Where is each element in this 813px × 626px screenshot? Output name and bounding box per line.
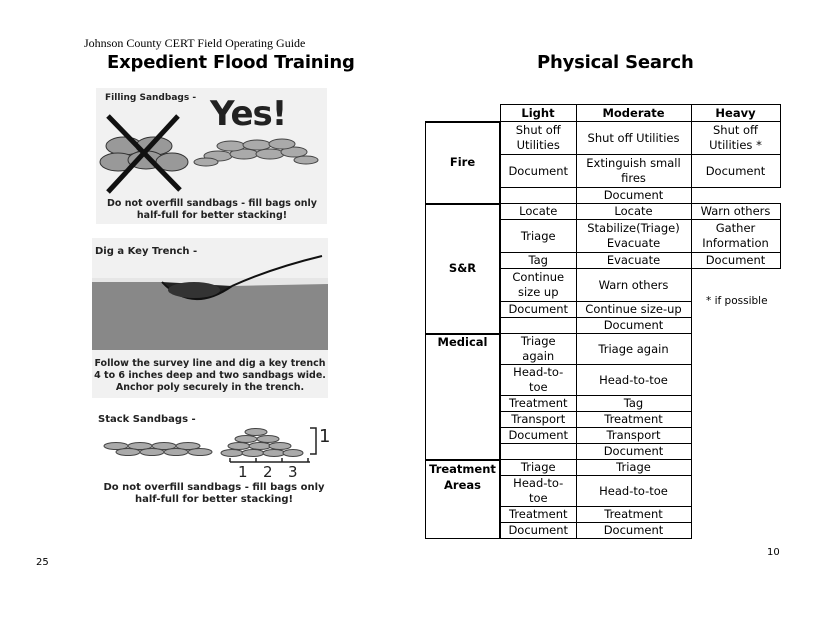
page-number-left: 25 <box>36 557 49 568</box>
guide-title: Johnson County CERT Field Operating Guide <box>84 36 306 50</box>
table-cell: Triage <box>576 460 691 476</box>
table-cell: Continue size up <box>500 269 576 302</box>
table-cell: Transport <box>500 412 576 428</box>
filling-label: Filling Sandbags - <box>105 93 197 103</box>
left-heading: Expedient Flood Training <box>107 52 355 73</box>
table-cell: Extinguish small fires <box>576 155 691 188</box>
page-number-right: 10 <box>767 547 780 558</box>
row-header-treatment-areas <box>426 460 501 539</box>
table-cell: Locate <box>576 204 691 220</box>
table-cell: Document <box>691 253 780 269</box>
table-cell: Shut off Utilities * <box>691 122 780 155</box>
header-row <box>426 105 781 122</box>
table-cell: Head-to-toe <box>576 365 691 396</box>
filling-caption-2: half-full for better stacking! <box>136 210 288 221</box>
table-row <box>426 122 781 155</box>
ruler-label-3: 3 <box>288 463 298 481</box>
stack-caption-2: half-full for better stacking! <box>134 494 294 505</box>
trench-caption-1: Follow the survey line and dig a key trench <box>94 358 326 369</box>
table-cell: Document <box>576 188 691 204</box>
table-cell: Treatment <box>576 507 691 523</box>
table-row <box>426 334 781 365</box>
col-header-heavy: Heavy <box>691 105 780 122</box>
table-cell: Warn others <box>691 204 780 220</box>
table-cell <box>500 188 576 204</box>
table-cell: Triage again <box>576 334 691 365</box>
table-cell: Document <box>500 523 576 539</box>
table-cell: Locate <box>500 204 576 220</box>
table-cell: Shut off Utilities <box>576 122 691 155</box>
table-cell: Treatment <box>576 412 691 428</box>
table-cell: Tag <box>500 253 576 269</box>
col-header-moderate: Moderate <box>576 105 691 122</box>
table-cell: Warn others <box>576 269 691 302</box>
table-cell: Document <box>576 523 691 539</box>
treatment-label-line-2: Areas <box>444 477 481 492</box>
col-header-light: Light <box>500 105 576 122</box>
table-cell: Document <box>691 155 780 188</box>
stack-label: Stack Sandbags - <box>98 414 196 425</box>
table-cell: Head-to-toe <box>576 476 691 507</box>
bracket-number: 1 <box>319 426 331 447</box>
row-header-sr: S&R <box>426 204 501 334</box>
row-header-fire: Fire <box>426 122 501 204</box>
table-cell: Head-to-toe <box>500 476 576 507</box>
table-cell: Document <box>500 155 576 188</box>
table-cell: Head-to-toe <box>500 365 576 396</box>
trench-caption-3: Anchor poly securely in the trench. <box>115 382 305 393</box>
table-row <box>426 460 781 476</box>
trench-caption-2: 4 to 6 inches deep and two sandbags wide. <box>94 370 326 381</box>
table-cell: Stabilize(Triage) Evacuate <box>576 220 691 253</box>
table-cell: Transport <box>576 428 691 444</box>
trench-label: Dig a Key Trench - <box>95 246 198 257</box>
filling-caption-1: Do not overfill sandbags - fill bags only <box>107 198 317 209</box>
table-cell: Triage <box>500 220 576 253</box>
table-cell: Continue size-up <box>576 302 691 318</box>
table-cell: Treatment <box>500 396 576 412</box>
table-cell: Triage again <box>500 334 576 365</box>
key-trench-illustration <box>92 238 328 398</box>
stack-caption-1: Do not overfill sandbags - fill bags only <box>103 482 325 493</box>
table-cell: Tag <box>576 396 691 412</box>
treatment-label-line-1: Treatment <box>429 461 496 476</box>
row-header-medical: Medical <box>426 334 501 460</box>
table-cell: Document <box>576 444 691 460</box>
table-cell <box>500 318 576 334</box>
table-cell: Document <box>576 318 691 334</box>
yes-text: Yes! <box>210 94 287 134</box>
table-cell: Document <box>500 428 576 444</box>
stack-sandbags-illustration <box>96 410 336 510</box>
table-cell: Triage <box>500 460 576 476</box>
table-cell: Document <box>500 302 576 318</box>
filling-sandbags-illustration <box>96 88 327 224</box>
table-cell: Gather Information <box>691 220 780 253</box>
right-heading: Physical Search <box>537 52 694 73</box>
table-cell <box>500 444 576 460</box>
table-row <box>426 204 781 220</box>
ruler-label-1: 1 <box>238 463 248 481</box>
ruler-label-2: 2 <box>263 463 273 481</box>
table-cell: Shut off Utilities <box>500 122 576 155</box>
physical-search-table <box>425 104 781 539</box>
table-cell: Evacuate <box>576 253 691 269</box>
table-cell: Treatment <box>500 507 576 523</box>
footnote: * if possible <box>706 295 768 307</box>
